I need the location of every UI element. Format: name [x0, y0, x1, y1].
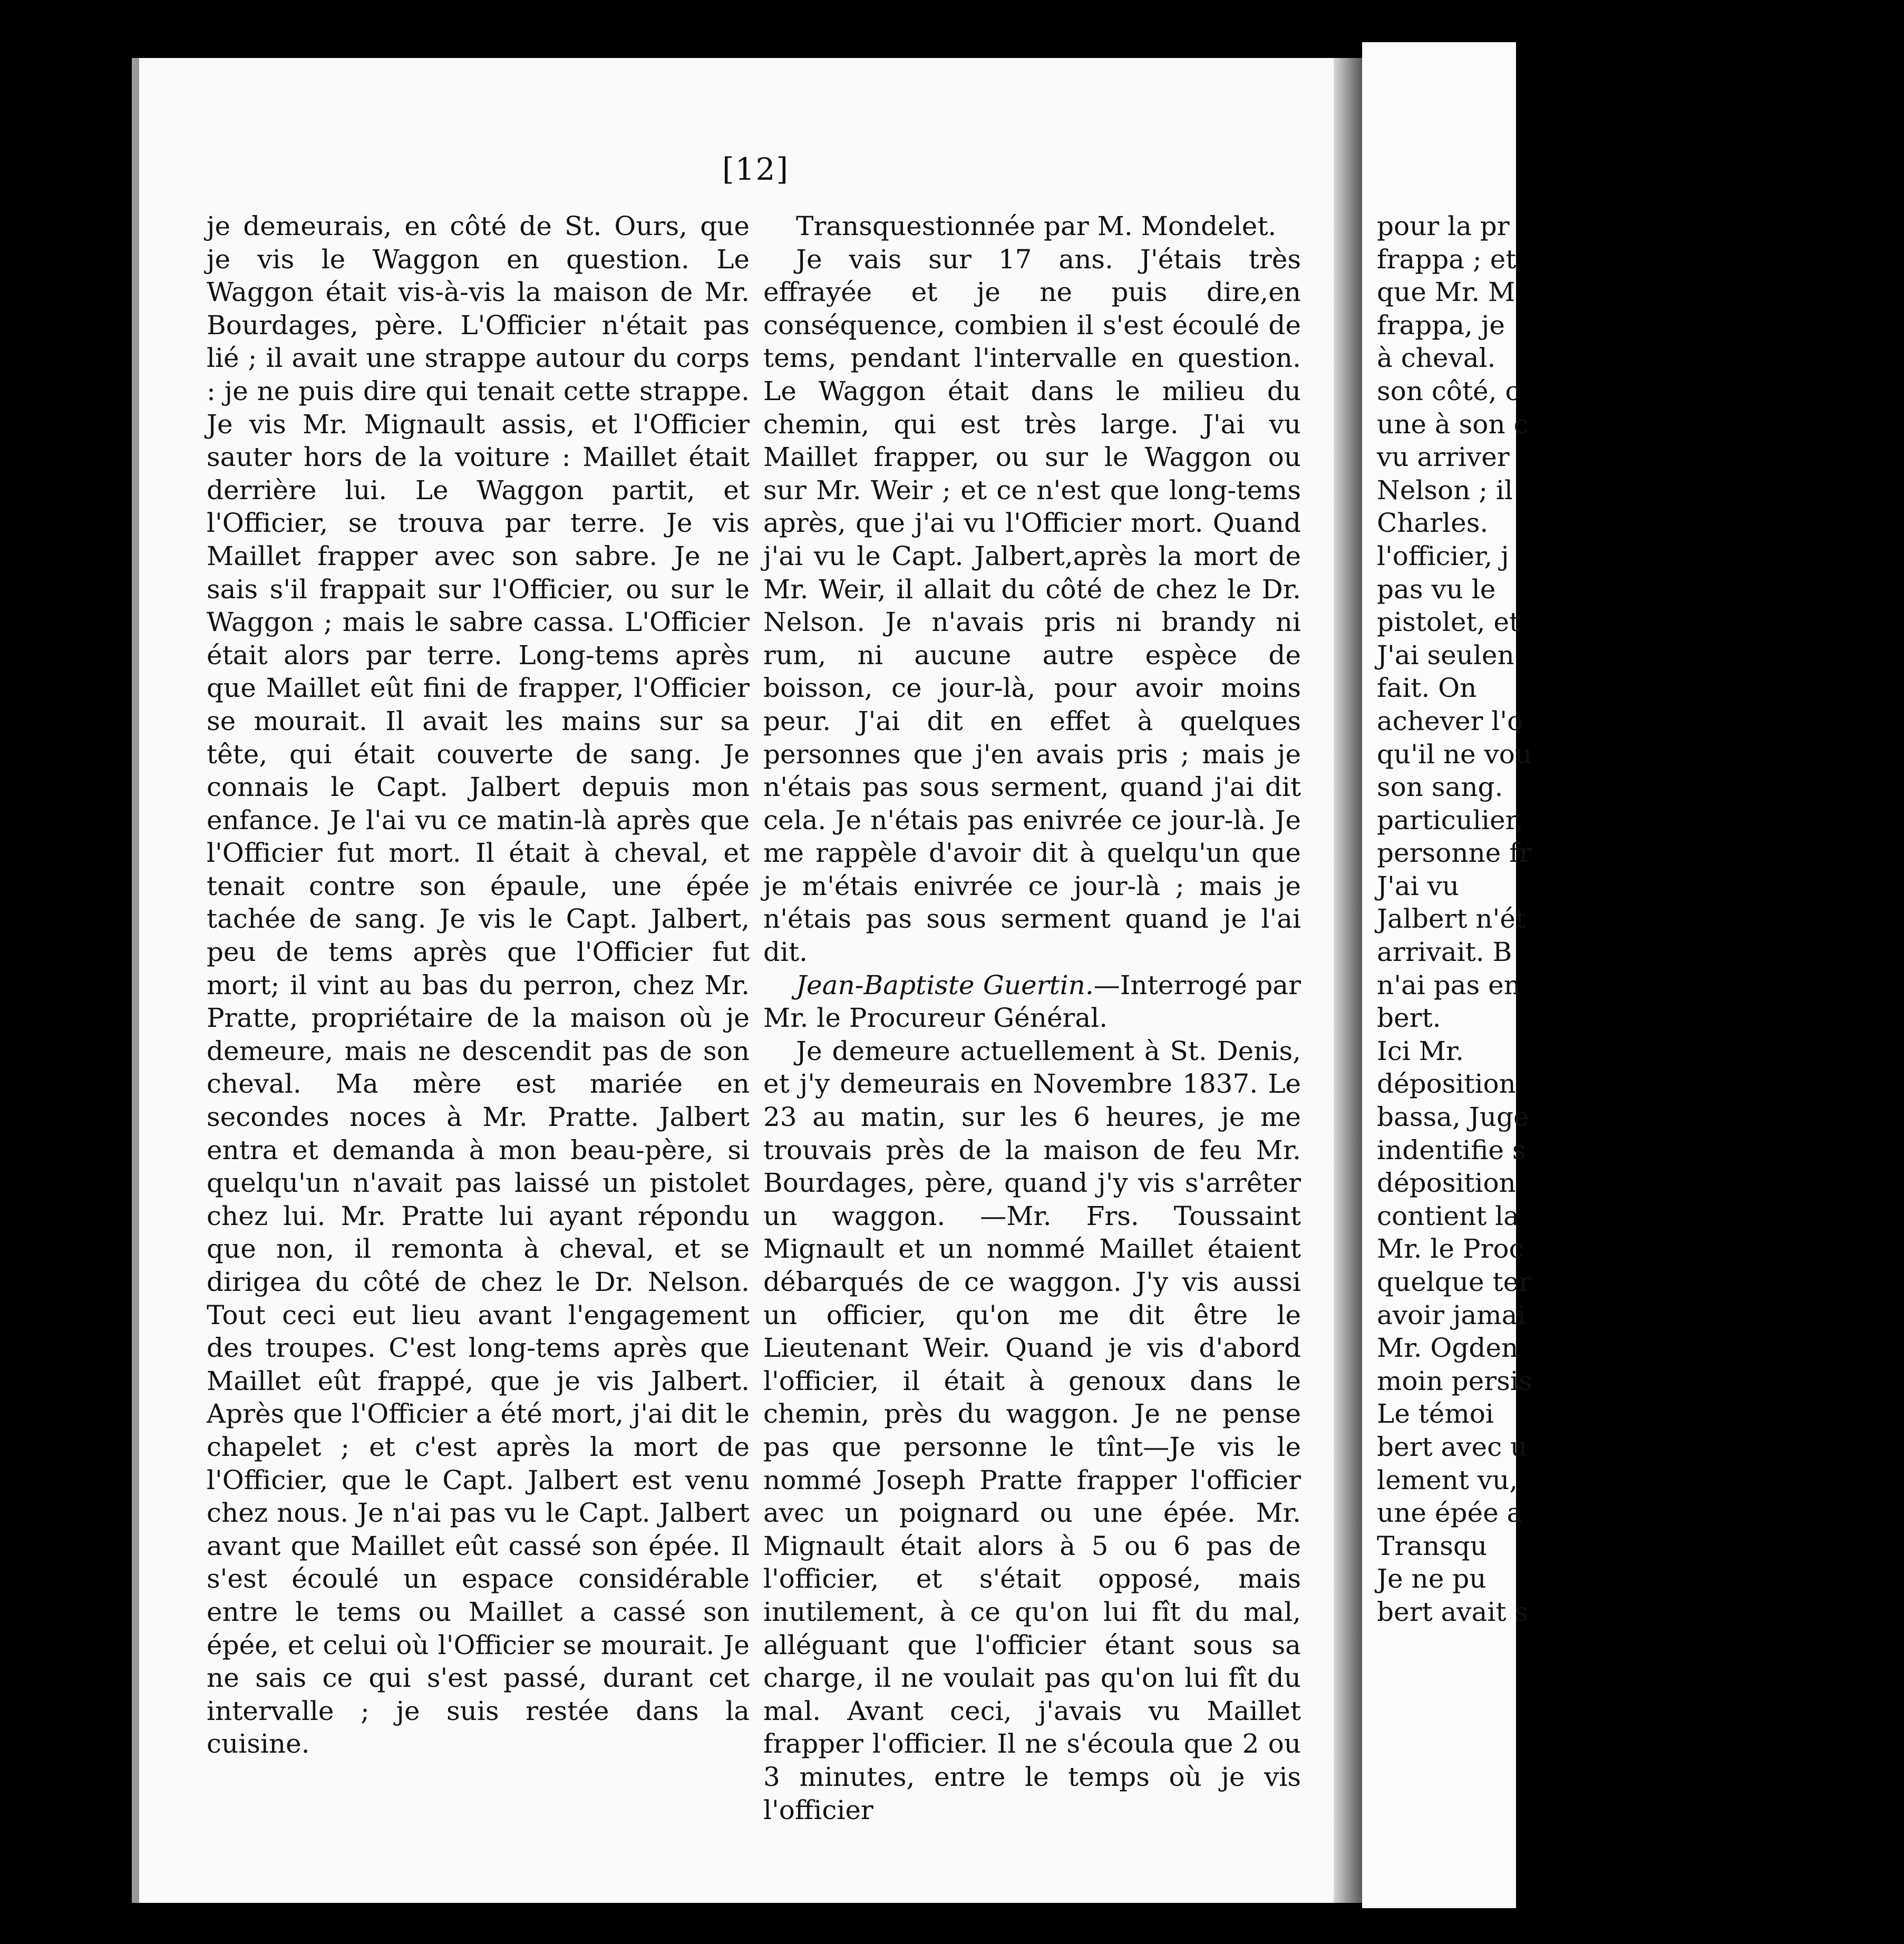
facing-page-line: Jalbert n'ét — [1377, 903, 1526, 935]
facing-page-line: une épée a — [1377, 1498, 1523, 1529]
facing-page-line: à cheval. — [1377, 343, 1496, 374]
facing-page-line: bert avec u — [1377, 1431, 1528, 1462]
facing-page-line: pour la pr — [1377, 211, 1510, 241]
facing-page-line: J'ai vu — [1377, 870, 1459, 901]
facing-page-line: que Mr. M — [1377, 277, 1516, 308]
facing-page-line: vu arriver — [1377, 442, 1510, 473]
facing-page-line: déposition — [1377, 1068, 1516, 1100]
middle-column — [763, 210, 1301, 1826]
left-paragraph: je demeurais, en côté de St. Ours, que je vis le Waggon en question. Le Waggon était vis-à-vis la maison de Mr. Bourdages, père. L'Officier n'était pas lié ; il avait une strappe autour du corps : je ne puis dire qui tenait cette strappe. Je vis Mr. Mignault assis, et l'Officier sauter hors de la voiture : Maillet était derrière lui. Le Waggon partit, et l'Officier, se trouva par terre. Je vis Maillet frapper avec son sabre. Je ne sais s'il frappait sur l'Officier, ou sur le Waggon ; mais le sabre cassa. L'Officier était alors par terre. Long-tems après que Maillet eût fini de frapper, l'Officier se mourait. Il avait les mains sur sa tête, qui était couverte de sang. Je connais le Capt. Jalbert depuis mon enfance. Je l'ai vu ce matin-là après que l'Officier fut mort. Il était à cheval, et tenait contre son épaule, une épée tachée de sang. Je vis le Capt. Jalbert, peu de tems après que l'Officier fut mort; il vint au bas du perron, chez Mr. Pratte, propriétaire de la maison où je demeure, mais ne descendit pas de son cheval. Ma mère est mariée en secondes noces à Mr. Pratte. Jalbert entra et demanda à mon beau-père, si quelqu'un n'avait pas laissé un pistolet chez lui. Mr. Pratte lui ayant répondu que non, il remonta à cheval, et se dirigea du côté de chez le Dr. Nelson. Tout ceci eut lieu avant l'engagement des troupes. C'est long-tems après que Maillet eût frappé, que je vis Jalbert. Après que l'Officier a été mort, j'ai dit le chapelet ; et c'est après la mort de l'Officier, que le Capt. Jalbert est venu chez nous. Je n'ai pas vu le Capt. Jalbert avant que Maillet eût cassé son épée. Il s'est écoulé un espace considérable entre le tems ou Maillet a cassé son épée, et celui où l'Officier se mourait. Je ne sais ce qui s'est passé, durant cet intervalle ; je suis restée dans la cuisine. — [207, 211, 750, 1760]
facing-page-line: avoir jamai — [1377, 1299, 1526, 1330]
facing-page-line: pistolet, et — [1377, 607, 1520, 638]
facing-page-line: Mr. Ogden — [1377, 1333, 1519, 1364]
facing-page-line: son sang. — [1377, 772, 1503, 803]
facing-page-line: contient la — [1377, 1200, 1519, 1231]
facing-page-line: qu'il ne vou — [1377, 738, 1532, 770]
facing-page-line: n'ai pas en — [1377, 969, 1521, 1000]
facing-page-line: Mr. le Proc — [1377, 1233, 1524, 1265]
facing-page-line: quelque ter — [1377, 1267, 1532, 1297]
facing-page-line: achever l'o — [1377, 705, 1523, 736]
facing-page-line: son côté, c — [1377, 375, 1520, 406]
facing-page-line: pas vu le — [1377, 574, 1496, 605]
facing-page-line: bert. — [1377, 1003, 1441, 1034]
facing-page-line: Nelson ; il — [1377, 474, 1513, 506]
witness-intro — [763, 969, 1301, 1035]
facing-page-line: fait. On — [1377, 673, 1477, 704]
facing-page-line: frappa ; et — [1377, 244, 1517, 275]
facing-page-line: bassa, Juge — [1377, 1102, 1529, 1133]
facing-page-line: Ici Mr. — [1377, 1035, 1464, 1066]
left-column — [207, 210, 750, 1761]
cross-examination-heading: Transquestionnée par M. Mondelet. — [796, 211, 1277, 241]
facing-page-line: une à son c — [1377, 409, 1529, 440]
page-number: [12] — [722, 151, 790, 187]
facing-page-line: Charles. — [1377, 508, 1489, 539]
facing-page-line: J'ai seulen — [1377, 639, 1514, 670]
facing-page-column — [1377, 210, 1904, 1629]
facing-page-line: Transqu — [1377, 1530, 1488, 1561]
facing-page-line: particulier, — [1377, 804, 1523, 835]
testimony-paragraph: Je vais sur 17 ans. J'étais très effrayée et je ne puis dire,en conséquence, combien il s'est écoulé de tems, pendant l'intervalle en question. Le Waggon était dans le milieu du chemin, qui est très large. J'ai vu Maillet frapper, ou sur le Waggon ou sur Mr. Weir ; et ce n'est que long-tems après, que j'ai vu l'Officier mort. Quand j'ai vu le Capt. Jalbert,après la mort de Mr. Weir, il allait du côté de chez le Dr. Nelson. Je n'avais pris ni brandy ni rum, ni aucune autre espèce de boisson, ce jour-là, pour avoir moins peur. J'ai dit en effet à quelques personnes que j'en avais pris ; mais je n'étais pas sous serment, quand j'ai dit cela. Je n'étais pas enivrée ce jour-là. Je me rappèle d'avoir dit à quelqu'un que je m'étais enivrée ce jour-là ; mais je n'étais pas sous serment quand je l'ai dit. — [763, 244, 1301, 968]
testimony-paragraph-2: Je demeure actuellement à St. Denis, et j'y demeurais en Novembre 1837. Le 23 au matin, sur les 6 heures, je me trouvais près de la maison de feu Mr. Bourdages, père, quand j'y vis s'arrêter un waggon. —Mr. Frs. Toussaint Mignault et un nommé Maillet étaient débarqués de ce waggon. J'y vis aussi un officier, qu'on me dit être le Lieutenant Weir. Quand je vis d'abord l'officier, il était à genoux dans le chemin, près du waggon. Je ne pense pas que personne le tînt—Je vis le nommé Joseph Pratte frapper l'officier avec un poignard ou une épée. Mr. Mignault était alors à 5 ou 6 pas de l'officier, et s'était opposé, mais inutilement, à ce qu'on lui fît du mal, alléguant que l'officier étant sous sa charge, il ne voulait pas qu'on lui fît du mal. Avant ceci, j'avais vu Maillet frapper l'officier. Il ne s'écoula que 2 ou 3 minutes, entre le temps où je vis l'officier — [763, 1035, 1301, 1825]
facing-page-line: Le témoi — [1377, 1398, 1494, 1430]
witness-examined-by: —Interrogé par Mr. le Procureur Général. — [763, 969, 1301, 1034]
facing-page-line: lement vu, — [1377, 1464, 1518, 1495]
facing-page-line: arrivait. B — [1377, 937, 1512, 968]
facing-page-line: indentifie s — [1377, 1134, 1526, 1165]
facing-page-line: personne fr — [1377, 838, 1532, 869]
facing-page-line: Je ne pu — [1377, 1563, 1487, 1595]
facing-page-line: bert avait s — [1377, 1596, 1528, 1627]
witness-name: Jean-Baptiste Guertin. — [796, 969, 1094, 1000]
facing-page-line: déposition — [1377, 1168, 1516, 1199]
facing-page-line: frappa, je — [1377, 309, 1505, 341]
book-binding — [1334, 58, 1362, 1903]
facing-page-line: l'officier, j — [1377, 540, 1509, 571]
facing-page-line: moin persis — [1377, 1365, 1532, 1396]
